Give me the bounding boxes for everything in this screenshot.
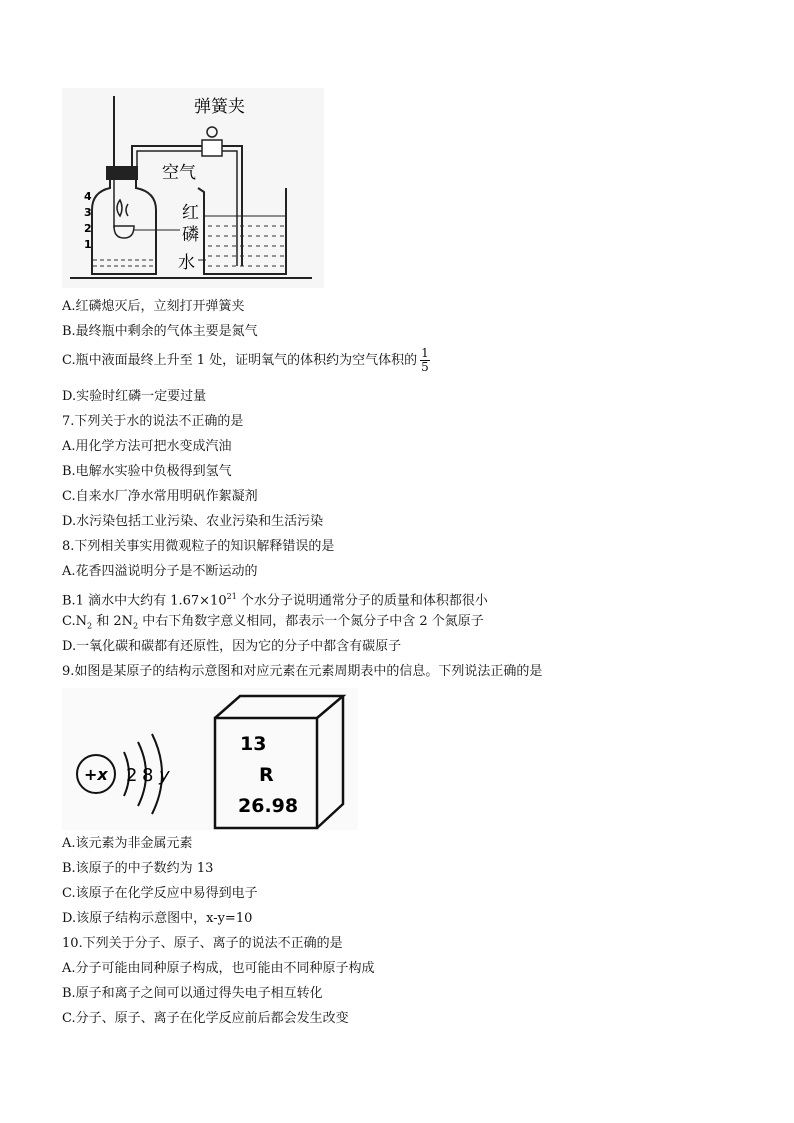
fraction-one-fifth: [420, 347, 430, 374]
q8-option-b-exponent: 21: [226, 592, 237, 601]
label-red: 红: [182, 203, 199, 223]
q8-option-b-post: 个水分子说明通常分子的质量和体积都很小: [236, 593, 488, 609]
q7-option-b: B.电解水实验中负极得到氢气: [62, 464, 232, 479]
q8-option-c-n: C.N: [62, 614, 87, 629]
q8-option-c: [62, 613, 484, 636]
nucleus-charge: +x: [84, 765, 108, 784]
atom-element-drawing: [62, 688, 358, 830]
shell-electrons-1: 2: [126, 765, 138, 786]
label-water: 水: [178, 253, 195, 273]
fraction-denominator: 5: [421, 360, 429, 374]
q6-option-d: D.实验时红磷一定要过量: [62, 389, 207, 404]
q8-option-c-sub2: 2: [133, 621, 139, 631]
q10-option-b: B.原子和离子之间可以通过得失电子相互转化: [62, 986, 323, 1001]
q9-option-c: C.该原子在化学反应中易得到电子: [62, 886, 258, 901]
stopper: [106, 166, 138, 180]
atom-element-figure: [62, 688, 358, 830]
q7-stem: 7.下列关于水的说法不正确的是: [62, 414, 244, 429]
shell-electrons-3: y: [159, 765, 170, 786]
fraction-numerator: 1: [421, 346, 429, 360]
q6-option-a: A.红磷熄灭后，立刻打开弹簧夹: [62, 299, 245, 314]
shell-electrons-2: 8: [142, 765, 154, 786]
q8-option-b-pre: B.1 滴水中大约有 1.67×10: [62, 593, 227, 609]
apparatus-drawing: [62, 88, 324, 288]
phosphorus-experiment-figure: [62, 88, 324, 288]
q9-option-d: D.该原子结构示意图中，x-y=10: [62, 911, 253, 926]
q8-stem: 8.下列相关事实用微观粒子的知识解释错误的是: [62, 539, 335, 554]
element-symbol: R: [259, 764, 274, 786]
q7-option-a: A.用化学方法可把水变成汽油: [62, 439, 232, 454]
scale-mark-1: 1: [84, 238, 92, 251]
q6-option-c-text: C.瓶中液面最终上升至 1 处，证明氧气的体积约为空气体积的: [62, 353, 418, 368]
q10-stem: 10.下列关于分子、原子、离子的说法不正确的是: [62, 936, 343, 951]
label-air: 空气: [162, 163, 196, 183]
q6-option-c: [62, 347, 430, 374]
q9-option-a: A.该元素为非金属元素: [62, 836, 193, 851]
atomic-mass: 26.98: [238, 795, 299, 817]
label-phosphorus: 磷: [182, 225, 199, 245]
q8-option-d: D.一氧化碳和碳都有还原性，因为它的分子中都含有碳原子: [62, 639, 402, 654]
combustion-spoon: [114, 226, 134, 238]
scale-mark-4: 4: [84, 190, 92, 203]
q9-option-b: B.该原子的中子数约为 13: [62, 861, 214, 876]
q9-stem: 9.如图是某原子的结构示意图和对应元素在元素周期表中的信息。下列说法正确的是: [62, 664, 543, 679]
q6-option-b: B.最终瓶中剩余的气体主要是氮气: [62, 324, 258, 339]
q7-option-c: C.自来水厂净水常用明矾作絮凝剂: [62, 489, 258, 504]
q10-option-a: A.分子可能由同种原子构成，也可能由不同种原子构成: [62, 961, 375, 976]
q8-option-b: [62, 588, 488, 610]
label-spring-clip: 弹簧夹: [194, 97, 245, 117]
scale-mark-3: 3: [84, 206, 92, 219]
q8-option-c-sub1: 2: [87, 621, 93, 631]
q8-option-a: A.花香四溢说明分子是不断运动的: [62, 564, 258, 579]
q7-option-d: D.水污染包括工业污染、农业污染和生活污染: [62, 514, 324, 529]
atomic-number: 13: [240, 733, 267, 755]
q8-option-c-post: 中右下角数字意义相同，都表示一个氮分子中含 2 个氮原子: [138, 614, 484, 629]
q10-option-c: C.分子、原子、离子在化学反应前后都会发生改变: [62, 1011, 349, 1026]
q8-option-c-mid: 和 2N: [92, 614, 134, 629]
spring-clip-icon: [202, 140, 222, 156]
scale-mark-2: 2: [84, 222, 92, 235]
flame-icon: [117, 200, 122, 216]
